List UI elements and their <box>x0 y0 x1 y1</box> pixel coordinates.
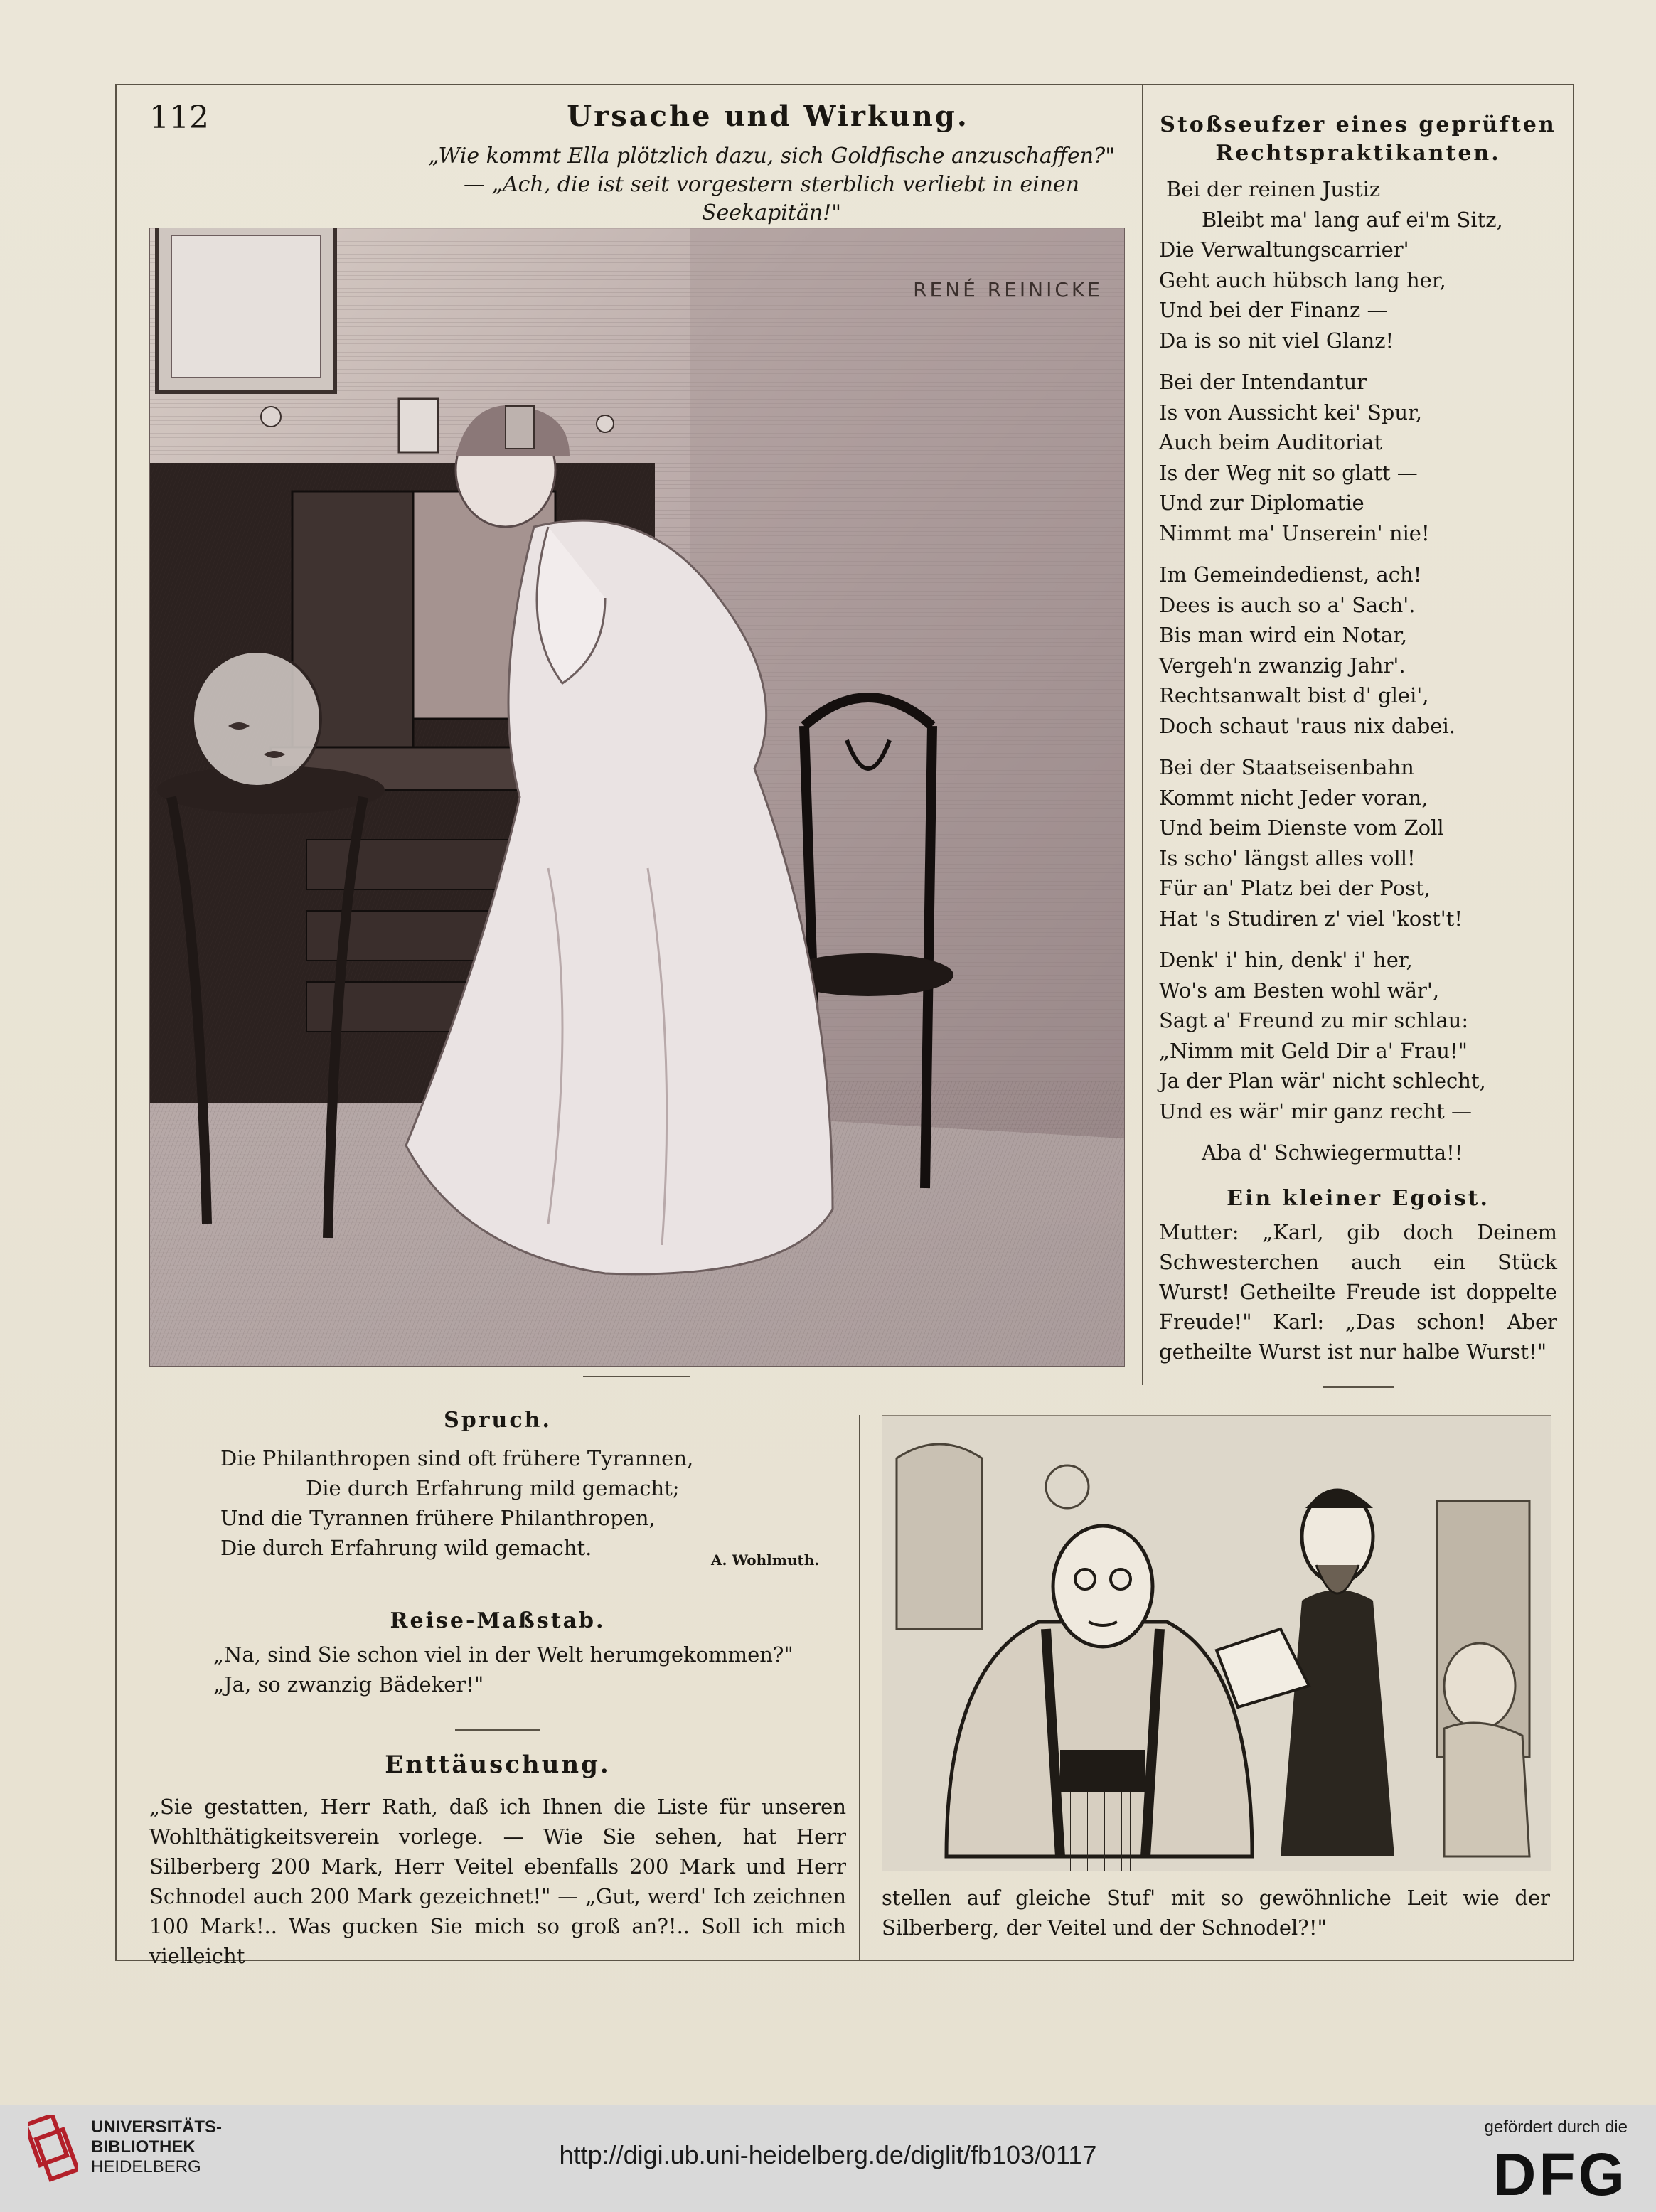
reise-line-1: „Na, sind Sie schon viel in der Welt herumgekommen?" <box>213 1642 794 1667</box>
enttaeuschung-title: Enttäuschung. <box>385 1751 611 1779</box>
poem-line: Geht auch hübsch lang her, <box>1159 267 1446 292</box>
library-line-1: UNIVERSITÄTS- <box>91 2117 223 2137</box>
poem-line: Im Gemeindedienst, ach! <box>1159 562 1422 587</box>
reise-title: Reise-Maßstab. <box>390 1608 606 1633</box>
poem-line: „Nimm mit Geld Dir a' Frau!" <box>1159 1038 1468 1063</box>
enttaeuschung-continuation: stellen auf gleiche Stuf' mit so gewöhnliche Leit wie der Silberberg, der Veitel und der Schnodel?!" <box>882 1886 1550 1940</box>
poem-line: Bei der reinen Justiz <box>1166 177 1381 201</box>
poem-stanza <box>1159 1138 1557 1168</box>
dfg-logo: DFG <box>1492 2141 1628 2208</box>
poem-line: Ja der Plan wär' nicht schlecht, <box>1159 1069 1486 1093</box>
poem-line: Is von Aussicht kei' Spur, <box>1159 400 1422 424</box>
poem-stanza <box>1159 945 1557 1126</box>
poem-line: Die Verwaltungscarrier' <box>1159 237 1409 262</box>
poem-line: Denk' i' hin, denk' i' her, <box>1159 948 1413 972</box>
poem-line: Kommt nicht Jeder voran, <box>1159 785 1428 810</box>
main-title: Ursache und Wirkung. <box>567 100 969 133</box>
poem-line: Is scho' längst alles voll! <box>1159 845 1416 870</box>
spruch-line: Die durch Erfahrung wild gemacht. <box>220 1536 592 1560</box>
poem-line: Und zur Diplomatie <box>1159 491 1364 515</box>
poem-stanza <box>1159 174 1557 356</box>
poem-title-1: Stoßseufzer eines geprüften <box>1160 112 1556 137</box>
poem-line: Bei der Intendantur <box>1159 370 1367 394</box>
cartoon-drawing <box>882 1416 1551 1871</box>
page-number: 112 <box>149 100 209 136</box>
poem-stanza <box>1159 752 1557 934</box>
poem-line: Da is so nit viel Glanz! <box>1159 328 1394 353</box>
spruch-author: A. Wohlmuth. <box>711 1551 820 1569</box>
caption-line-2: — „Ach, die ist seit vorgestern sterblich verliebt in einen Seekapitän!" <box>463 172 1080 225</box>
column-rule-bottom <box>859 1415 860 1961</box>
poem-line: Rechtsanwalt bist d' glei', <box>1159 683 1429 707</box>
egoist-end-rule <box>1323 1386 1394 1388</box>
poem-line: Bis man wird ein Notar, <box>1159 623 1408 647</box>
spruch-line: Die durch Erfahrung mild gemacht; <box>306 1476 680 1500</box>
egoist-title: Ein kleiner Egoist. <box>1227 1186 1490 1211</box>
engraving-illustration <box>149 228 1125 1367</box>
artist-signature: RENÉ REINICKE <box>913 278 1103 301</box>
library-line-3: HEIDELBERG <box>91 2157 201 2176</box>
funding-note: gefördert durch die <box>1484 2117 1628 2137</box>
poem-line: Auch beim Auditoriat <box>1159 430 1383 454</box>
engraving-drawing <box>150 228 1124 1366</box>
poem-line: Doch schaut 'raus nix dabei. <box>1159 713 1455 738</box>
poem-line: Is der Weg nit so glatt — <box>1159 460 1418 485</box>
poem-line: Nimmt ma' Unserein' nie! <box>1159 520 1430 545</box>
reise-text <box>213 1640 839 1699</box>
spruch-text <box>220 1443 846 1563</box>
poem-line: Wo's am Besten wohl wär', <box>1159 978 1440 1003</box>
egoist-text: Mutter: „Karl, gib doch Deinem Schwesterchen auch ein Stück Wurst! Getheilte Freude ist doppelte Freude!" Karl: „Das schon! Aber getheilte Wurst ist nur halbe Wurst!" <box>1159 1220 1557 1364</box>
source-url-link[interactable]: http://digi.ub.uni-heidelberg.de/diglit/fb103/0117 <box>559 2140 1097 2169</box>
spruch-title: Spruch. <box>444 1408 552 1433</box>
poem-line: Bleibt ma' lang auf ei'm Sitz, <box>1202 207 1503 232</box>
illustration-caption <box>398 142 1145 228</box>
poem-stanza <box>1159 367 1557 548</box>
poem-line: Für an' Platz bei der Post, <box>1159 876 1431 900</box>
poem-line: Dees is auch so a' Sach'. <box>1159 592 1416 617</box>
reise-line-2: „Ja, so zwanzig Bädeker!" <box>213 1672 484 1697</box>
spruch-line: Die Philanthropen sind oft frühere Tyrannen, <box>220 1446 694 1470</box>
poem-body <box>1159 174 1557 1180</box>
poem-title-2: Rechtspraktikanten. <box>1215 141 1501 166</box>
poem-line: Bei der Staatseisenbahn <box>1159 755 1414 779</box>
column-rule-top <box>1142 84 1143 1385</box>
reise-end-rule <box>455 1729 540 1731</box>
poem-line: Aba d' Schwiegermutta!! <box>1202 1140 1463 1165</box>
poem-line: Hat 's Studiren z' viel 'kost't! <box>1159 906 1463 931</box>
poem-line: Und es wär' mir ganz recht — <box>1159 1099 1473 1123</box>
poem-stanza <box>1159 560 1557 741</box>
cartoon-illustration <box>882 1415 1551 1871</box>
spruch-top-rule <box>583 1376 690 1377</box>
poem-line: Und bei der Finanz — <box>1159 298 1388 322</box>
caption-line-1: „Wie kommt Ella plötzlich dazu, sich Goldfische anzuschaffen?" <box>427 144 1115 169</box>
library-line-2: BIBLIOTHEK <box>91 2137 196 2157</box>
poem-line: Und beim Dienste vom Zoll <box>1159 816 1444 840</box>
spruch-line: Und die Tyrannen frühere Philanthropen, <box>220 1506 656 1530</box>
enttaeuschung-text: „Sie gestatten, Herr Rath, daß ich Ihnen die Liste für unseren Wohlthätigkeitsverein vorlege. — Wie Sie sehen, hat Herr Silberberg 200 Mark, Herr Veitel ebenfalls 200 Mark und Herr Schnodel auch 200 Mark gezeichnet!" — „Gut, werd' Ich zeichnen 100 Mark!.. Was gucken Sie mich so groß an?!.. Soll ich mich vielleicht <box>149 1795 846 1968</box>
poem-line: Sagt a' Freund zu mir schlau: <box>1159 1008 1469 1032</box>
poem-line: Vergeh'n zwanzig Jahr'. <box>1159 653 1406 678</box>
